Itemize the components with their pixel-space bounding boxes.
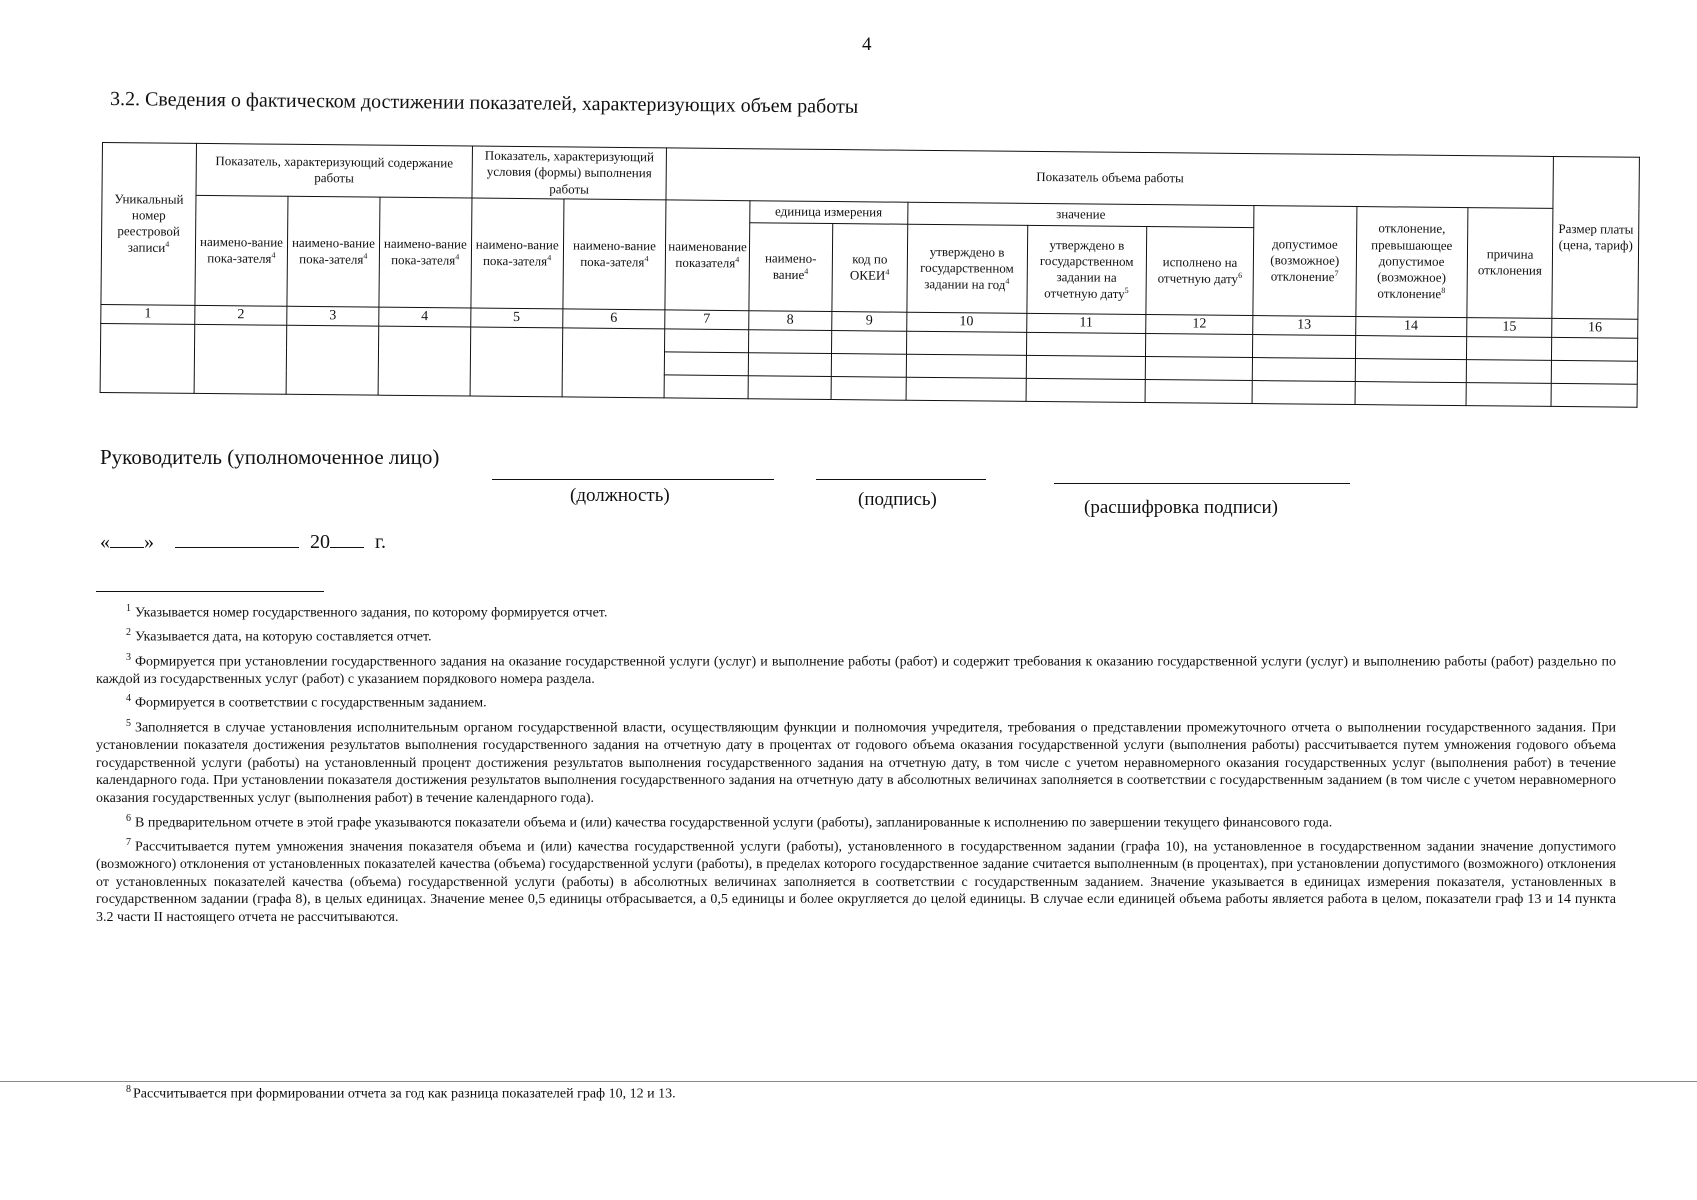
table-cell[interactable] (1026, 378, 1146, 402)
table-cell[interactable] (1145, 379, 1252, 403)
position-caption: (должность) (570, 485, 670, 506)
column-number: 15 (1466, 317, 1552, 337)
signature-decode-line[interactable] (1054, 459, 1350, 484)
table-cell[interactable] (194, 324, 287, 394)
table-cell[interactable] (906, 377, 1026, 401)
table-cell[interactable] (831, 376, 906, 400)
table-cell[interactable] (1252, 357, 1355, 381)
header-condition-name-1: наимено-вание пока-зателя$^4$ (471, 198, 564, 309)
table-cell[interactable] (1355, 381, 1466, 405)
year-prefix: 20 (310, 531, 330, 553)
table-cell[interactable] (286, 325, 379, 395)
footnote: $^3$ Формируется при установлении государственного задания на оказание государственной услуги (услуг) и выполнение работы (работ) и содержит требования к оказанию государственной услуги (услуг) и выполнению работы (работ) раздельно по каждой из государственных услуг (работ) с указанием порядкового номера раздела. (96, 651, 1616, 687)
header-okei-code: код по ОКЕИ$^4$ (832, 223, 908, 312)
header-condition-name-2: наимено-вание пока-зателя$^4$ (563, 199, 667, 310)
date-line (100, 527, 386, 554)
section-title: 3.2. Сведения о фактическом достижении показателей, характеризующих объем работы (109, 88, 859, 118)
table-cell[interactable] (1253, 334, 1356, 358)
footnote: $^8$ Рассчитывается при формировании отчета за год как разница показателей граф 10, 12 и 13. (126, 1084, 676, 1102)
table-cell[interactable] (906, 331, 1026, 355)
header-exceeding-deviation: отклонение, превышающее допустимое (возможное) отклонение$^8$ (1356, 206, 1468, 317)
header-unit-group: единица измерения (749, 200, 907, 224)
table-cell[interactable] (831, 353, 906, 377)
table-cell[interactable] (665, 352, 749, 376)
header-unique-number: Уникальный номер реестровой записи$^4$ (101, 143, 197, 306)
table-cell[interactable] (1026, 355, 1146, 379)
column-number: 1 (101, 304, 195, 324)
table-cell[interactable] (1145, 356, 1252, 380)
table-cell[interactable] (1355, 358, 1466, 382)
table-cell[interactable] (1551, 383, 1637, 407)
page-number: 4 (862, 34, 872, 55)
table-cell[interactable] (1552, 360, 1638, 384)
footnote: $^6$ В предварительном отчете в этой графе указываются показатели объема и (или) качества государственной услуги (работы), запланированные к исполнению по завершении текущего финансового года. (126, 812, 1333, 831)
signatory-label: Руководитель (уполномоченное лицо) (100, 445, 440, 469)
signature-block (100, 445, 1400, 565)
table-cell[interactable] (664, 375, 748, 399)
header-approved-date: утверждено в государственном задании на отчетную дату$^5$ (1026, 225, 1147, 314)
table-cell[interactable] (1466, 359, 1552, 383)
header-volume-group: Показатель объема работы (666, 148, 1554, 208)
footnote-separator (96, 591, 324, 592)
table-cell[interactable] (748, 352, 832, 376)
table-cell[interactable] (562, 328, 665, 398)
footnote: $^1$ Указывается номер государственного задания, по которому формируется отчет. (126, 603, 608, 621)
header-value-group: значение (908, 202, 1254, 227)
day-field[interactable] (110, 527, 144, 548)
position-line[interactable] (492, 455, 774, 480)
signature-line[interactable] (816, 455, 986, 480)
date-open-quote: « (100, 531, 110, 553)
column-number: 6 (562, 309, 665, 329)
table-cell[interactable] (1355, 335, 1466, 359)
table-cell[interactable] (1466, 336, 1552, 360)
header-allowed-deviation: допустимое (возможное) отклонение$^7$ (1253, 205, 1357, 316)
column-number: 12 (1146, 314, 1253, 334)
header-unit-name: наимено-вание$^4$ (749, 222, 833, 311)
column-number: 8 (748, 310, 832, 330)
column-number: 9 (832, 311, 907, 331)
column-number: 14 (1355, 316, 1466, 336)
header-approved-year: утверждено в государственном задании на год$^4$ (907, 224, 1028, 313)
table-cell[interactable] (470, 327, 563, 397)
column-number: 11 (1026, 313, 1146, 333)
header-conditions-group: Показатель, характеризующий условия (формы) выполнения работы (472, 146, 667, 200)
work-volume-table (100, 142, 1640, 408)
footnote: $^5$ Заполняется в случае установления исполнительным органом государственной власти, осуществляющим функции и полномочия учредителя, требования о представлении промежуточного отчета о выполнении государственного задания. При установлении показателя достижения результатов выполнения государственного задания на отчетную дату в процентах от годового объема оказания государственной услуги (выполнения работы) рассчитывается путем умножения годового объема государственной услуги (работы) на установленный процент достижения результатов выполнения государственного задания на отчетную дату, в том числе с учетом неравномерного оказания государственных услуг (выполнения работ) в течение календарного года. При установлении показателя достижения результатов выполнения государственного задания на отчетную дату в абсолютных величинах заполняется в соответствии с государственным заданием (в том числе с учетом неравномерного оказания государственных услуг (выполнения работ) в течение календарного года). (96, 717, 1616, 806)
month-field[interactable] (175, 527, 299, 548)
header-content-name-3: наимено-вание пока-зателя$^4$ (379, 197, 472, 308)
date-close-quote: » (144, 531, 154, 553)
column-number: 7 (665, 310, 749, 330)
table-cell[interactable] (1252, 380, 1355, 404)
table-cell[interactable] (906, 354, 1026, 378)
table-cell[interactable] (665, 329, 749, 353)
header-content-group: Показатель, характеризующий содержание работы (196, 143, 472, 197)
column-number: 3 (287, 306, 379, 326)
scan-artifact-line (0, 1081, 1697, 1082)
table-cell[interactable] (1146, 333, 1253, 357)
column-number: 13 (1253, 315, 1356, 335)
table-cell[interactable] (832, 330, 907, 354)
footnote: $^2$ Указывается дата, на которую составляется отчет. (126, 627, 432, 645)
year-field[interactable] (330, 527, 364, 548)
header-content-name-2: наимено-вание пока-зателя$^4$ (287, 196, 380, 307)
table-cell[interactable] (1026, 332, 1146, 356)
table-cell[interactable] (748, 375, 832, 399)
column-number: 10 (907, 312, 1027, 332)
table-cell[interactable] (1552, 337, 1638, 361)
column-number: 4 (379, 307, 471, 327)
column-number: 16 (1552, 318, 1638, 338)
footnote: $^4$ Формируется в соответствии с государственным заданием. (126, 693, 487, 712)
header-deviation-reason: причина отклонения (1467, 207, 1554, 318)
table-cell[interactable] (100, 323, 195, 393)
column-number: 2 (195, 305, 287, 325)
footnotes (96, 603, 1616, 932)
table-cell[interactable] (378, 326, 471, 396)
header-indicator-name: наименование показателя$^4$ (665, 200, 749, 311)
signature-caption: (подпись) (858, 489, 937, 510)
header-fee: Размер платы (цена, тариф) (1552, 156, 1639, 319)
year-suffix: г. (375, 531, 386, 553)
table-cell[interactable] (748, 329, 832, 353)
footnote: $^7$ Рассчитывается путем умножения значения показателя объема и (или) качества государственной услуги (работы), установленного в государственном задании (графа 10), на установленное в государственном задании значение допустимого (возможного) отклонения от установленных показателей качества (объема) государственной услуги (работы), в пределах которого государственное задание считается выполненным (в процентах), при установлении допустимого (возможного) отклонения от установленных показателей качества (объема) государственной услуги (работы) в абсолютных величинах заполняется в соответствии с государственным заданием. Значение указывается в единицах измерения показателя, установленных в государственном задании (графа 8), в целых единицах. Значение менее 0,5 единицы отбрасывается, а 0,5 единицы и более округляется до целой единицы. В случае если единицей объема работы является работа в целом, показатели граф 13 и 14 пункта 3.2 части II настоящего отчета не рассчитываются. (96, 836, 1616, 925)
header-executed: исполнено на отчетную дату$^6$ (1146, 226, 1254, 315)
signature-decode-caption: (расшифровка подписи) (1084, 497, 1278, 518)
column-number: 5 (471, 308, 563, 328)
header-content-name-1: наимено-вание пока-зателя$^4$ (195, 195, 288, 306)
table-cell[interactable] (1466, 382, 1552, 406)
